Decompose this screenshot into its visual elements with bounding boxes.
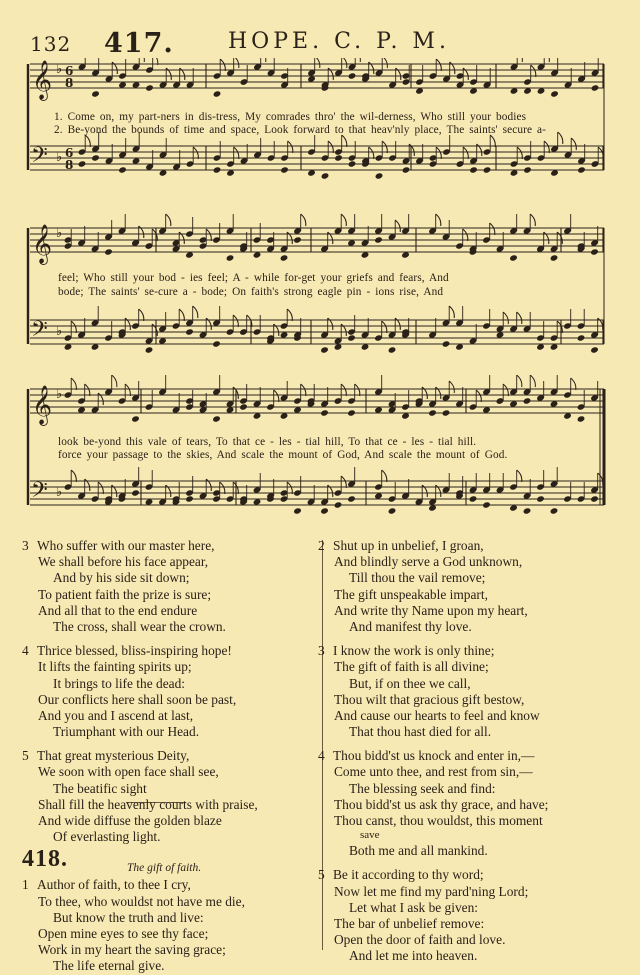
hymn-line: The bar of unbelief remove: bbox=[334, 915, 485, 931]
treble-staff bbox=[30, 214, 604, 265]
hymn-418-heading bbox=[22, 846, 312, 877]
stanza bbox=[318, 867, 618, 964]
hymn-line: The blessing seek and find: bbox=[349, 780, 496, 796]
hymn-line: And by his side sit down; bbox=[53, 570, 190, 586]
stanza-number: 5 bbox=[318, 867, 325, 883]
stanza bbox=[318, 748, 618, 859]
hymn-line: I know the work is only thine; bbox=[333, 643, 495, 659]
treble-staff bbox=[30, 58, 604, 101]
stanza bbox=[22, 643, 312, 740]
hymn-line: We shall before his face appear, bbox=[38, 554, 209, 570]
hymn-line: And cause our hearts to feel and know bbox=[334, 707, 540, 723]
page-header bbox=[30, 28, 610, 59]
stanza-number: 3 bbox=[22, 538, 29, 553]
bass-staff bbox=[30, 467, 604, 515]
hymn-number: 417. bbox=[104, 28, 174, 59]
hymn-line: And all that to the end endure bbox=[38, 602, 198, 618]
flat-icon: ♭ bbox=[56, 62, 63, 77]
hymn-line: But, if on thee we call, bbox=[349, 675, 471, 691]
hymn-line: The gift unspeakable impart, bbox=[334, 586, 488, 602]
stanza-number: 1 bbox=[22, 877, 29, 893]
hymn-line: Open mine eyes to see thy face; bbox=[38, 925, 209, 941]
hymn-line: The life eternal give. bbox=[53, 958, 165, 974]
lyric-verse-2: 2. Be-yond the bounds of time and space, Look forward to that heav'nly place, The saints' secure a- bbox=[54, 124, 546, 136]
hymn-title: The gift of faith. bbox=[127, 862, 202, 875]
hymn-line: Both me and all mankind. bbox=[349, 843, 488, 859]
svg-text:8: 8 bbox=[65, 158, 74, 172]
bass-clef-icon: 𝄢 bbox=[31, 478, 48, 508]
stanza bbox=[22, 877, 312, 974]
hymn-line: Our conflicts here shall soon be past, bbox=[38, 691, 237, 707]
hymn-line: Who suffer with our master here, bbox=[37, 538, 215, 553]
hymn-line: Thou wilt that gracious gift bestow, bbox=[334, 691, 525, 707]
svg-text:6: 6 bbox=[65, 64, 74, 78]
hymn-line: Thou canst, thou wouldst, this moment bbox=[334, 813, 543, 828]
hymn-line: To thee, who wouldst not have me die, bbox=[38, 893, 245, 909]
flat-icon: ♭ bbox=[56, 226, 63, 241]
lyric-verse-1: feel; Who still your bod - ies feel; A - while for-get your griefs and fears, And bbox=[58, 272, 449, 284]
hymn-line: And blindly serve a God unknown, bbox=[334, 554, 523, 570]
hymn-line: And wide diffuse the golden blaze bbox=[38, 813, 222, 828]
stanza bbox=[318, 643, 618, 740]
hymn-line: The beatific sight bbox=[53, 780, 147, 796]
stanza-number: 3 bbox=[318, 643, 325, 659]
hymn-line: Open the door of faith and love. bbox=[334, 932, 506, 948]
hymn-line: Of everlasting light. bbox=[53, 829, 161, 845]
lyric-verse-2: force your passage to the skies, And scale the mount of God, And scale the mount of God. bbox=[58, 449, 508, 461]
hymn-line: save bbox=[360, 829, 380, 842]
hymn-line: We soon with open face shall see, bbox=[38, 764, 219, 780]
hymn-line: Thou bidd'st us ask thy grace, and have; bbox=[334, 796, 549, 812]
treble-clef-icon: 𝄞 bbox=[32, 60, 53, 100]
hymn-line: And manifest thy love. bbox=[349, 618, 472, 634]
music-system-3 bbox=[26, 375, 608, 525]
hymn-line: It brings to life the dead: bbox=[53, 675, 186, 691]
treble-staff bbox=[30, 375, 604, 426]
hymn-line: The gift of faith is all divine; bbox=[334, 659, 489, 675]
stanza-number: 4 bbox=[318, 748, 325, 764]
hymn-line: Come unto thee, and rest from sin,— bbox=[334, 764, 533, 780]
bass-clef-icon: 𝄢 bbox=[31, 143, 48, 173]
svg-text:8: 8 bbox=[65, 76, 74, 90]
stanza bbox=[318, 538, 618, 635]
hymn-line: And you and I ascend at last, bbox=[38, 707, 194, 723]
music-system-1 bbox=[26, 58, 608, 198]
hymn-line: To patient faith the prize is sure; bbox=[38, 586, 212, 602]
hymn-line: Let what I ask be given: bbox=[349, 899, 479, 915]
stanza-number: 2 bbox=[318, 538, 325, 553]
hymn-line: That great mysterious Deity, bbox=[37, 748, 190, 764]
hymn-line: But know the truth and live: bbox=[53, 909, 204, 925]
lyric-verse-1: look be-yond this vale of tears, To that ce - les - tial hill, To that ce - les - tial hill. bbox=[58, 436, 477, 448]
tune-title: HOPE. C. P. M. bbox=[228, 29, 450, 54]
hymn-line: Now let me find my pard'ning Lord; bbox=[334, 883, 529, 899]
left-text-column bbox=[22, 538, 312, 975]
page-number: 132 bbox=[30, 32, 72, 56]
svg-text:6: 6 bbox=[65, 146, 74, 160]
flat-icon: ♭ bbox=[56, 150, 63, 165]
hymn-line: Shall fill the heavenly courts with praise, bbox=[38, 796, 258, 812]
hymn-line: That thou hast died for all. bbox=[349, 724, 492, 740]
lyric-verse-1: 1. Come on, my part-ners in dis-tress, My comrades thro' the wil-derness, Who still your bodies bbox=[54, 111, 527, 123]
treble-clef-icon: 𝄞 bbox=[32, 385, 53, 425]
hymn-line: And let me into heaven. bbox=[349, 948, 478, 964]
hymn-line: Triumphant with our Head. bbox=[53, 724, 200, 740]
stanza-number: 5 bbox=[22, 748, 29, 764]
hymn-line: Thou bidd'st us knock and enter in,— bbox=[333, 748, 535, 764]
hymn-line: And write thy Name upon my heart, bbox=[334, 602, 528, 618]
treble-clef-icon: 𝄞 bbox=[32, 224, 53, 264]
right-text-column bbox=[318, 538, 618, 965]
bass-staff bbox=[30, 132, 604, 180]
hymn-line: Shut up in unbelief, I groan, bbox=[333, 538, 484, 553]
hymn-number: 418. bbox=[22, 846, 68, 873]
stanza-number: 4 bbox=[22, 643, 29, 659]
stanza bbox=[22, 748, 312, 845]
flat-icon: ♭ bbox=[56, 324, 63, 339]
hymn-line: It lifts the fainting spirits up; bbox=[38, 659, 192, 675]
lyric-verse-2: bode; The saints' se-cure a - bode; On faith's strong eagle pin - ions rise, And bbox=[58, 286, 444, 298]
flat-icon: ♭ bbox=[56, 387, 63, 402]
bass-staff bbox=[30, 306, 604, 354]
hymn-line: Thrice blessed, bliss-inspiring hope! bbox=[37, 643, 232, 659]
hymn-line: Be it according to thy word; bbox=[333, 867, 484, 883]
hymn-line: The cross, shall wear the crown. bbox=[53, 618, 226, 634]
stanza bbox=[22, 538, 312, 635]
music-system-2 bbox=[26, 212, 608, 367]
hymn-line: Till thou the vail remove; bbox=[349, 570, 486, 586]
hymn-line: Author of faith, to thee I cry, bbox=[37, 877, 191, 893]
hymn-line: Work in my heart the saving grace; bbox=[38, 942, 226, 958]
bass-clef-icon: 𝄢 bbox=[31, 317, 48, 347]
flat-icon: ♭ bbox=[56, 485, 63, 500]
